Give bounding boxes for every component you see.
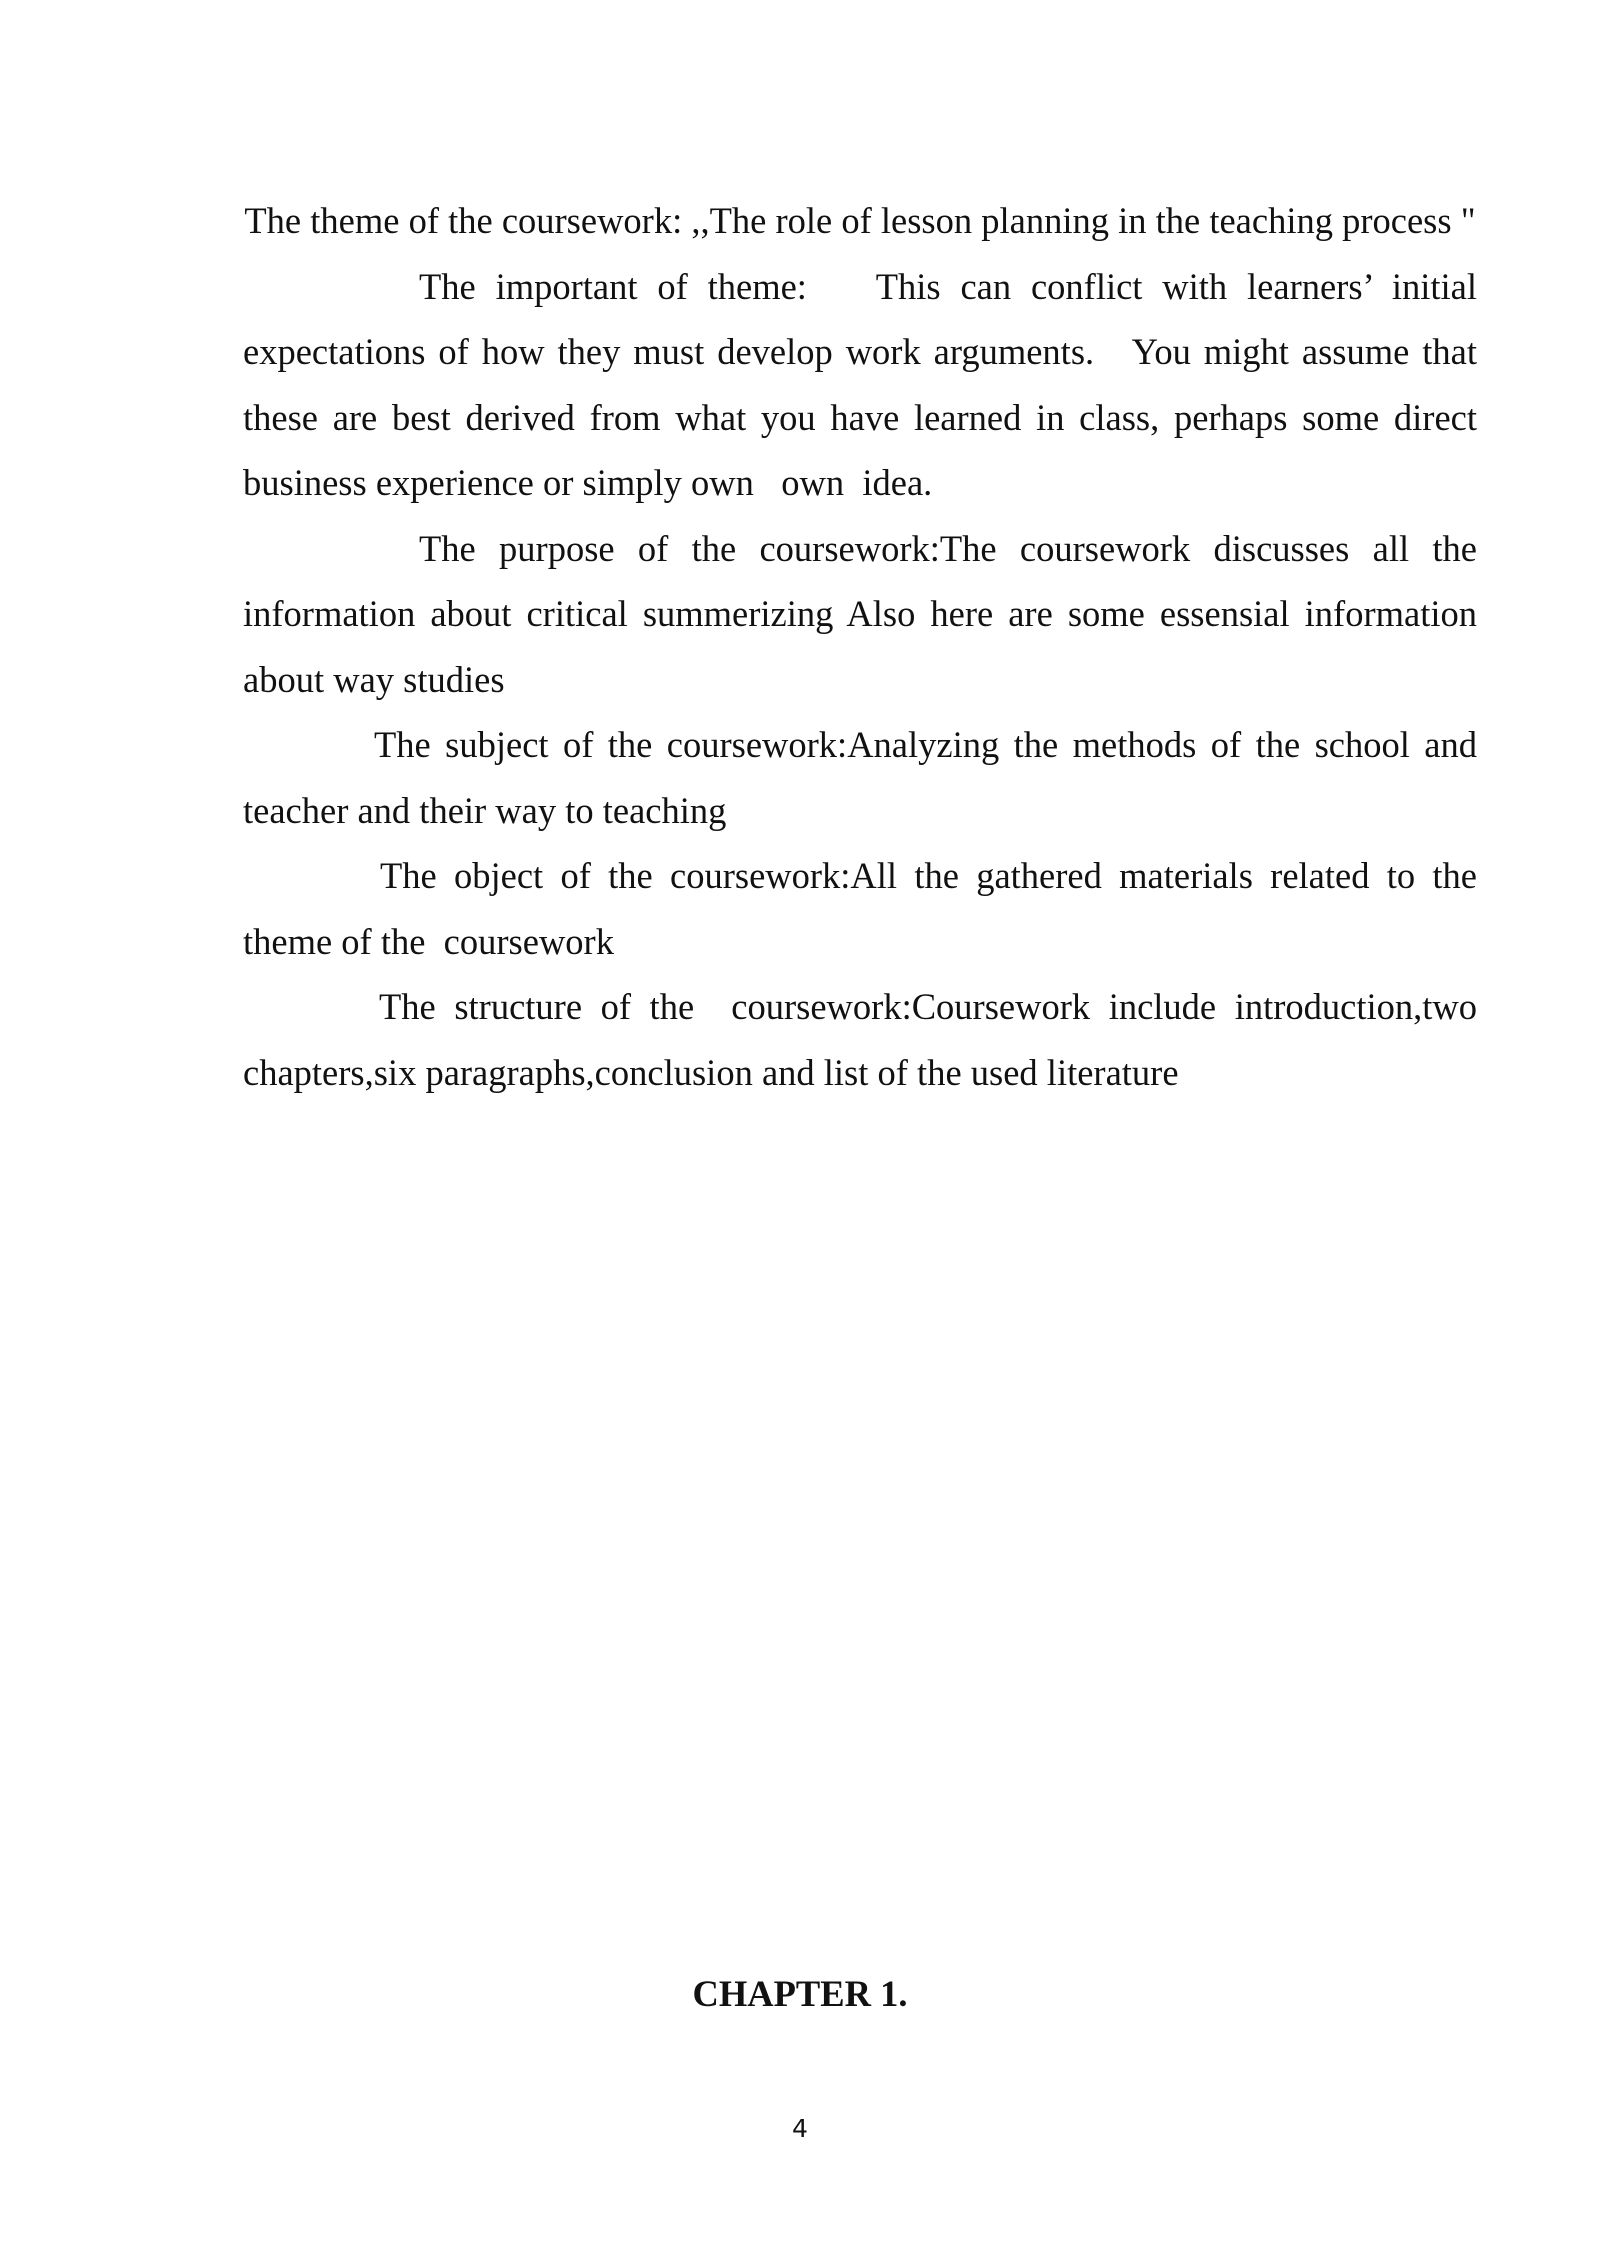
theme-heading: The theme of the coursework: ,,The role of lesson planning in the teaching process "	[244, 200, 1476, 241]
structure-paragraph: The structure of the coursework:Coursework include introduction,two chapters,six paragraphs,conclusion and list of the used literature	[243, 986, 1487, 1093]
subject-paragraph: The subject of the coursework:Analyzing the methods of the school and teacher and their way to teaching	[243, 724, 1487, 831]
object-paragraph: The object of the coursework:All the gathered materials related to the theme of the coursework	[243, 855, 1487, 962]
chapter-heading: CHAPTER 1.	[692, 1973, 908, 2014]
purpose-paragraph: The purpose of the coursework:The coursework discusses all the information about critical summerizing Also here are some essensial information about way studies	[243, 527, 1487, 700]
importance-paragraph: The important of theme: This can conflict with learners’ initial expectations of how they must develop work arguments. You might assume that these are best derived from what you have learned in class, perhaps some direct business experience or simply own own idea.	[243, 265, 1487, 503]
page-number: 4	[792, 2114, 808, 2143]
page-body	[243, 188, 1487, 1105]
